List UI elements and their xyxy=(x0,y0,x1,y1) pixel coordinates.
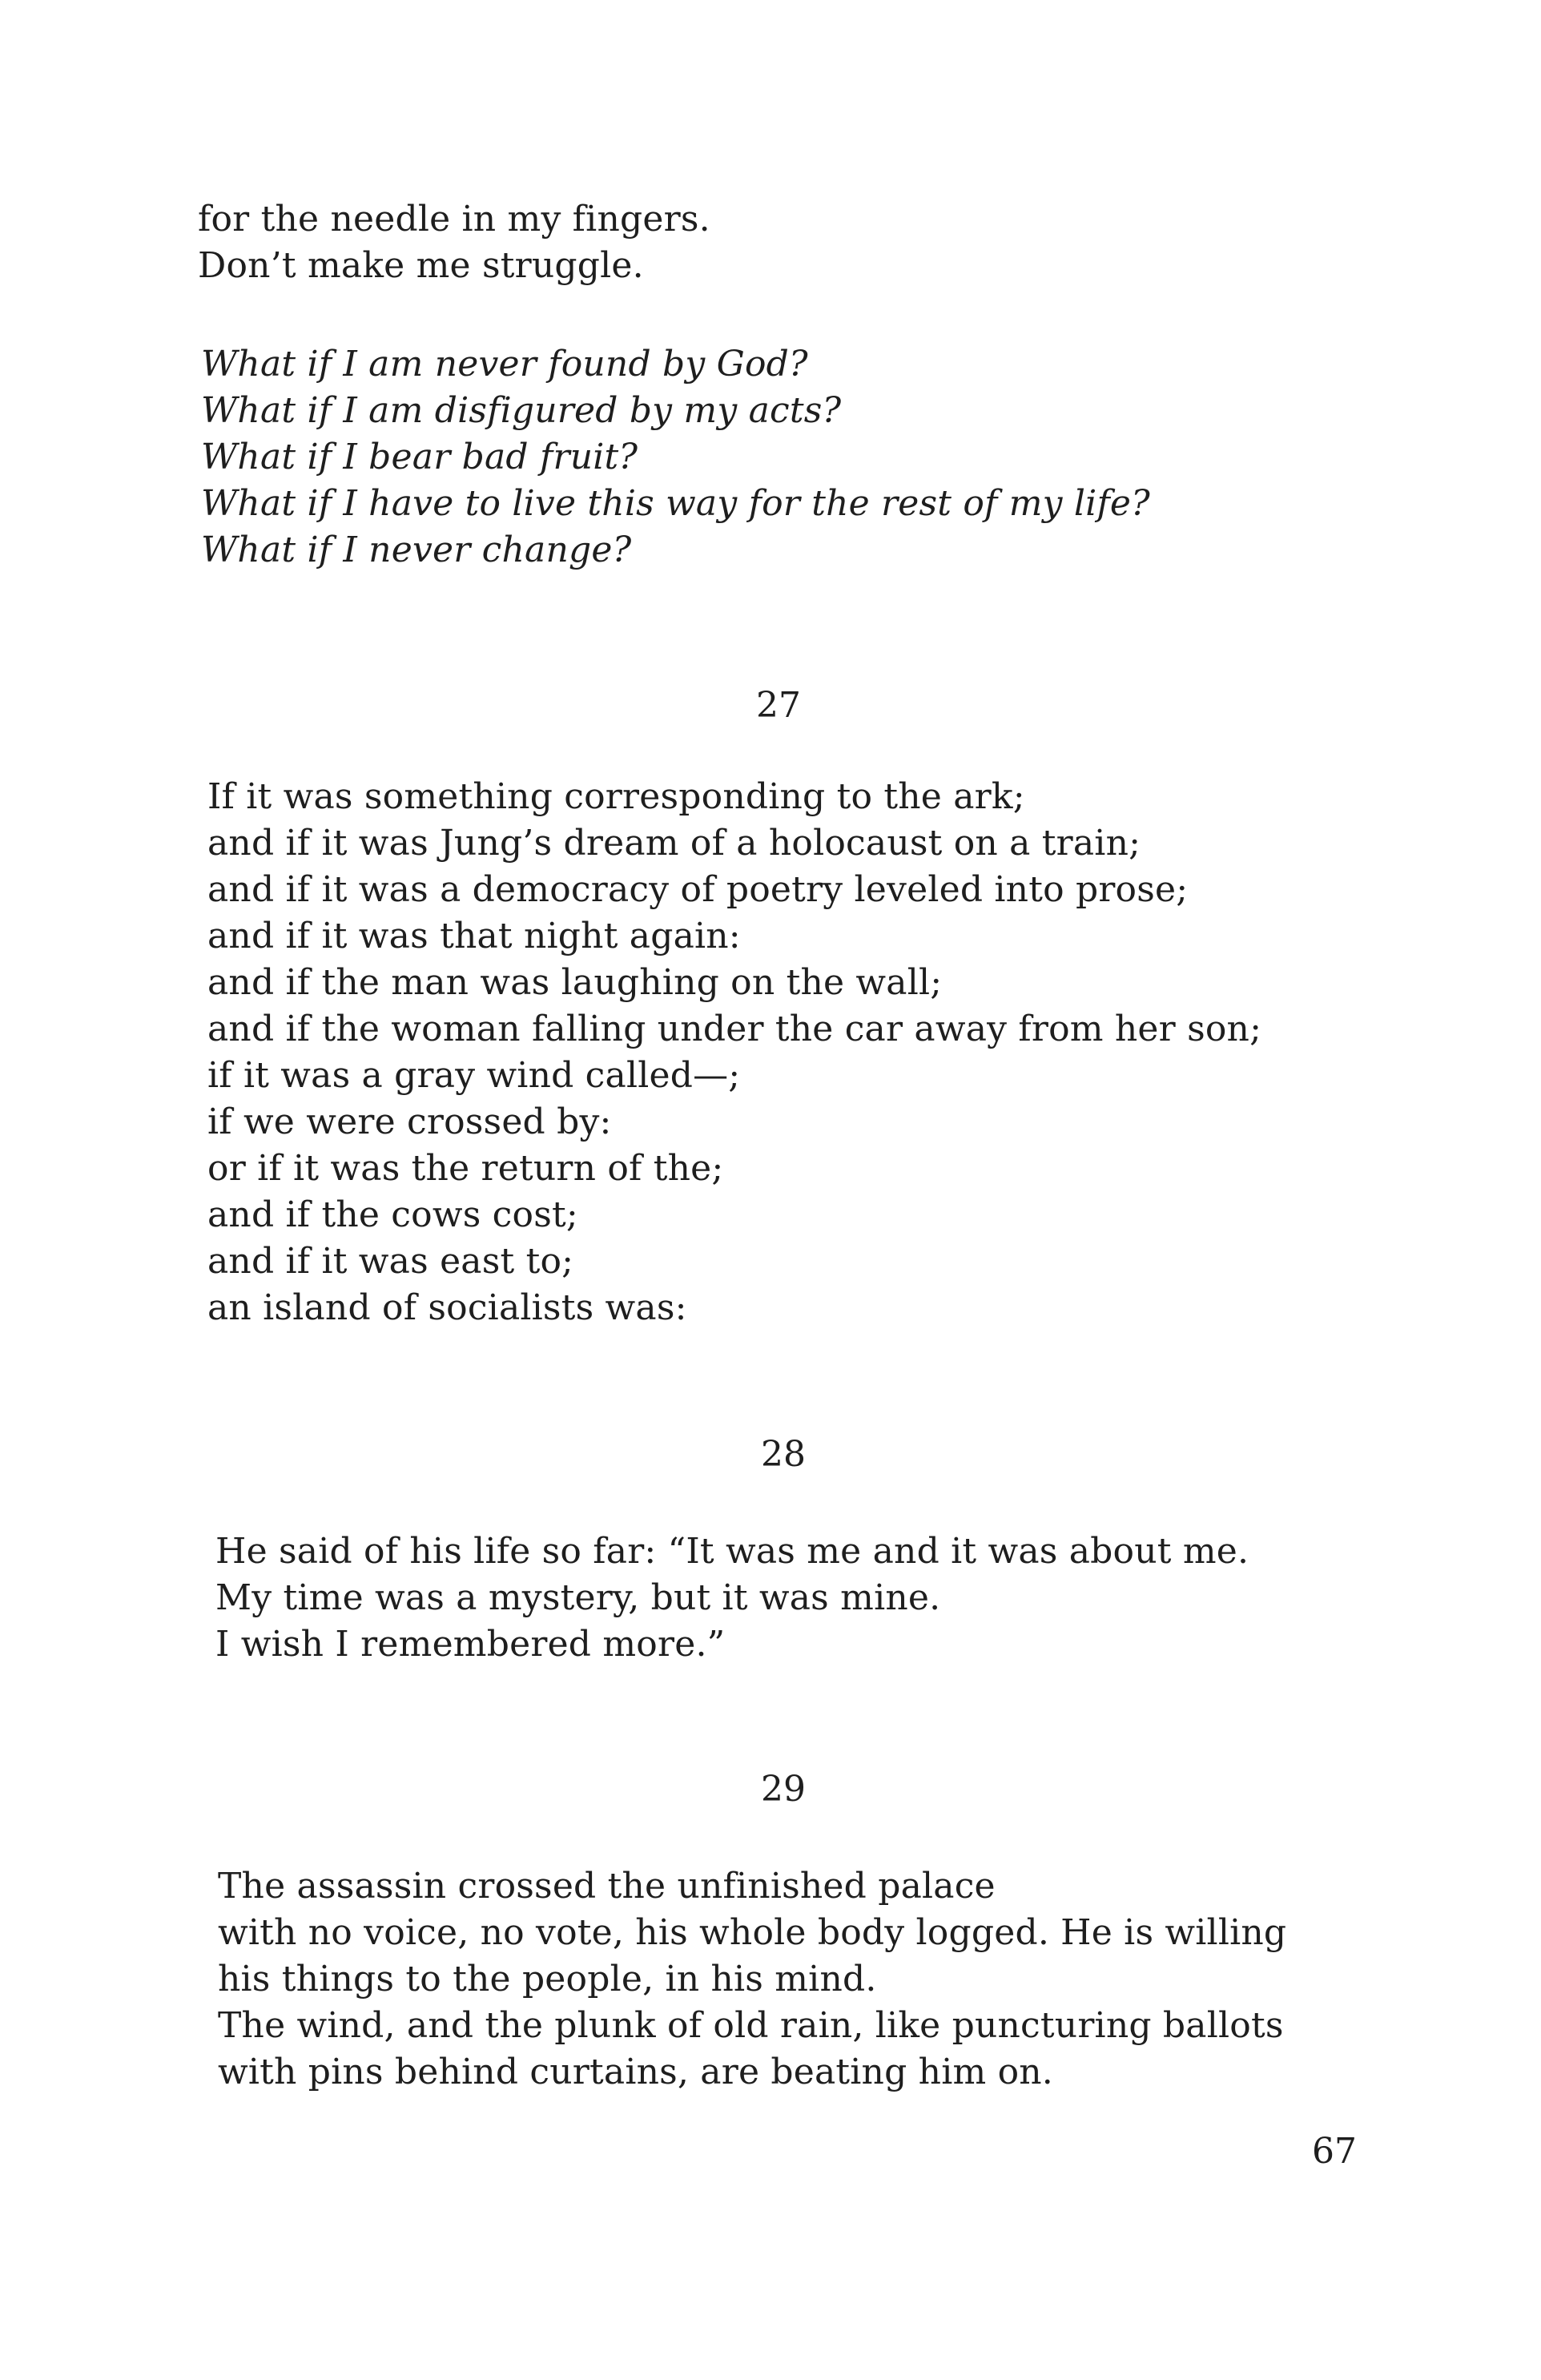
poem-line: What if I have to live this way for the rest of my life? xyxy=(201,483,1150,524)
poem-line: and if it was east to; xyxy=(207,1241,574,1282)
poem-line: If it was something corresponding to the ark; xyxy=(207,776,1025,817)
page-number: 67 xyxy=(1312,2131,1357,2172)
poem-line: an island of socialists was: xyxy=(207,1287,687,1328)
poem-line: The assassin crossed the unfinished palace xyxy=(218,1866,996,1907)
section-number-27: 27 xyxy=(756,685,801,726)
poem-line: and if it was a democracy of poetry leveled into prose; xyxy=(207,869,1189,910)
poem-line: with pins behind curtains, are beating him on. xyxy=(218,2052,1053,2092)
section-number-28: 28 xyxy=(761,1434,806,1475)
poem-line: if we were crossed by: xyxy=(207,1101,612,1142)
section-27-stanza xyxy=(207,774,1261,1331)
poem-line: and if it was that night again: xyxy=(207,916,741,956)
poem-line: with no voice, no vote, his whole body logged. He is willing xyxy=(218,1912,1287,1953)
poem-line: and if the woman falling under the car away from her son; xyxy=(207,1009,1262,1049)
section-number-29: 29 xyxy=(761,1769,806,1810)
poem-line: What if I never change? xyxy=(201,530,632,570)
poem-line: and if the cows cost; xyxy=(207,1194,578,1235)
poem-line: My time was a mystery, but it was mine. xyxy=(215,1577,941,1618)
poem-line: and if the man was laughing on the wall; xyxy=(207,962,943,1003)
poem-line: for the needle in my fingers. xyxy=(198,199,710,240)
poem-line: He said of his life so far: “It was me and it was about me. xyxy=(215,1531,1249,1572)
poem-line: Don’t make me struggle. xyxy=(198,245,644,286)
poem-line: What if I bear bad fruit? xyxy=(201,437,638,477)
poem-line: I wish I remembered more.” xyxy=(215,1624,726,1665)
poem-line: What if I am never found by God? xyxy=(201,344,808,385)
poem-line: The wind, and the plunk of old rain, like puncturing ballots xyxy=(218,2005,1284,2046)
poem-line: and if it was Jung’s dream of a holocaust on a train; xyxy=(207,823,1141,864)
section-29-stanza xyxy=(218,1863,1286,2096)
poem-line: What if I am disfigured by my acts? xyxy=(201,390,842,431)
opening-stanza xyxy=(198,196,710,289)
poem-line: if it was a gray wind called—; xyxy=(207,1055,741,1096)
poem-line: his things to the people, in his mind. xyxy=(218,1959,877,1999)
section-28-stanza xyxy=(215,1528,1249,1668)
questions-stanza xyxy=(201,341,1150,574)
poem-line: or if it was the return of the; xyxy=(207,1148,724,1189)
